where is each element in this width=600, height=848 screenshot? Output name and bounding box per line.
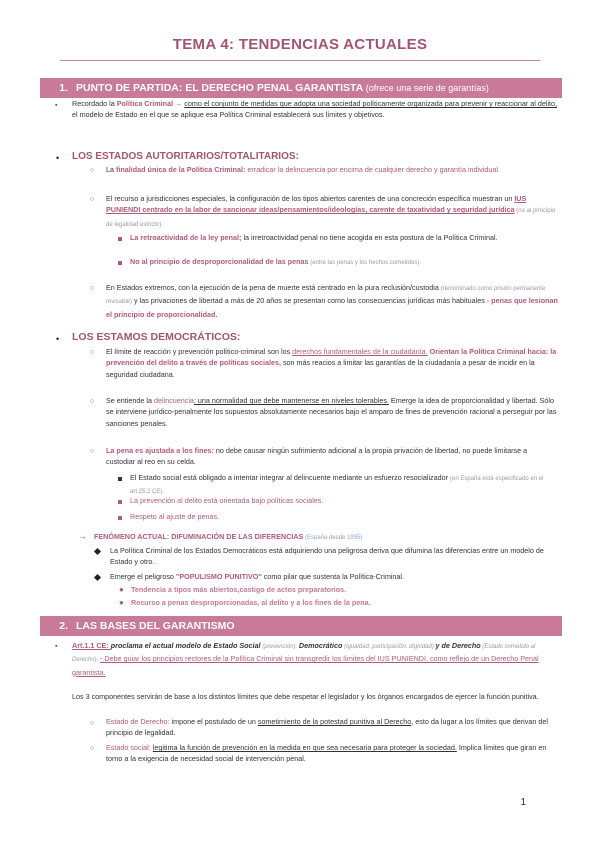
- text: Implica límites que giran en torno a la exigencia de necesidad social de intervención penal.: [106, 743, 547, 764]
- auth-item-2: [106, 193, 558, 231]
- bullet-diamond: [94, 574, 101, 581]
- bullet-circle: ○: [90, 745, 95, 752]
- phenomenon-item-2: [110, 571, 558, 582]
- heading-authoritarian: LOS ESTADOS AUTORITARIOS/TOTALITARIOS:: [72, 151, 299, 162]
- text: y las privaciones de libertad a más de 20 años se presentan como las consecuencias jurídicas más habituales: [132, 296, 487, 306]
- bullet-dot: ●: [119, 585, 124, 594]
- text: : una normalidad que debe mantenerse en niveles tolerables.: [193, 396, 389, 405]
- title-underline: [60, 60, 540, 61]
- text: Democrático: [298, 641, 343, 650]
- bullet-circle: ○: [90, 720, 95, 727]
- dem-item-2: [106, 395, 558, 429]
- art-1-1-paragraph: [72, 640, 558, 678]
- text: la prevención del delito a través de políticas sociales,: [106, 347, 557, 368]
- text: como el conjunto de medidas que adopta una sociedad políticamente organizada para prevenir y reaccionar al delito,: [184, 99, 558, 108]
- text: la irretroactividad penal no tiene acogida en esta postura de la Política Criminal.: [241, 233, 498, 242]
- text: Política Criminal →: [116, 99, 185, 108]
- text: El límite de reacción y prevención político-criminal son los: [106, 347, 293, 356]
- text: erradicar la delincuencia por encima de cualquier derecho y garantía individual.: [245, 165, 500, 174]
- text: (denominado como prisión permanente revisable): [106, 286, 546, 306]
- bullet-dot: ●: [119, 598, 124, 607]
- section-1-label: PUNTO DE PARTIDA: EL DERECHO PENAL GARANTISTA: [76, 82, 363, 94]
- text: FENÓMENO ACTUAL: DIFUMINACIÓN DE LAS DIFERENCIAS: [94, 532, 304, 541]
- bullet-circle: ○: [90, 349, 95, 356]
- phenomenon-subitem-1: Tendencia a tipos más abiertos,castigo de actos preparatorios.: [131, 585, 347, 594]
- text: finalidad única de la Política Criminal:: [116, 165, 246, 174]
- text: no debe causar ningún sufrimiento adicional a la propia privación de libertad, no puede limitarse a custodiar al reo en su celda.: [106, 446, 528, 467]
- dem-item-3: [106, 445, 558, 468]
- section-2-label: LAS BASES DEL GARANTISMO: [76, 620, 235, 632]
- text: La retroactividad de la ley penal;: [130, 233, 242, 242]
- text: y de Derecho: [435, 641, 481, 650]
- arrow-right-icon: →: [78, 531, 87, 541]
- dem-subitem-3: Respeto al ajuste de penas.: [130, 512, 220, 521]
- text: (en España está especificado en el art.25.2 CE).: [130, 476, 544, 496]
- bullet-dot: •: [56, 334, 60, 344]
- text: derechos fundamentales de la ciudadanía.: [292, 347, 428, 356]
- section-2-header: [40, 616, 562, 636]
- text: el modelo de Estado en el que se aplique esa Política Criminal establecerá sus límites y objetivos.: [72, 110, 385, 120]
- dem-subitem-2: La prevención al delito está orientada bajo políticas sociales.: [130, 496, 324, 505]
- bullet-square: [118, 477, 122, 481]
- text: legitima la función de prevención en la medida en que sea necesaria para proteger la sociedad.: [152, 743, 457, 752]
- text: como pilar que sustenta la Política-Criminal.: [261, 572, 405, 581]
- bullet-circle: ○: [90, 398, 95, 405]
- text: son más reacios a limitar las garantías de la ciudadanía a pesar de incidir en la seguridad ciudadana.: [106, 358, 535, 379]
- text: sometimiento de la potestad punitiva al Derecho: [257, 717, 412, 726]
- text: proclama el actual modelo de Estado Social: [110, 641, 261, 650]
- dem-item-1: [106, 346, 558, 380]
- phenomenon-subitem-2: Recurso a penas desproporcionadas, al delito y a los fines de la pena.: [131, 598, 371, 607]
- text: desde: [327, 535, 348, 541]
- text: impone el postulado de un: [169, 717, 258, 726]
- text: Emerge el peligroso: [110, 572, 176, 581]
- bullet-dot: ▪: [55, 102, 58, 109]
- social-state-item: [106, 742, 558, 765]
- auth-subitem-2: [130, 256, 558, 269]
- text: Estado de Derecho:: [106, 717, 170, 726]
- text: (no al principio de legalidad estricto).: [106, 208, 556, 228]
- phenomenon-item-1: La Política Criminal de los Estados Democráticos está adquiriendo una peligrosa deriva que difumina las diferencias entre un modelo de Estado y otro.: [110, 546, 544, 567]
- text: No al principio de desproporcionalidad de las penas: [130, 257, 309, 266]
- text: (igualdad, participación, dignidad): [342, 644, 436, 650]
- text: La: [106, 165, 116, 174]
- section-1-number: 1.: [59, 82, 68, 94]
- auth-item-3: [106, 282, 558, 320]
- bullet-circle: ○: [90, 285, 95, 292]
- bullet-square: [118, 516, 122, 520]
- section-2-number: 2.: [59, 620, 68, 632]
- text: Estado social:: [106, 743, 153, 752]
- text: Emerge la idea de proporcionalidad y libertad. Sólo se interviene jurídico-penalmente los supuestos absolutamente necesarios bajo el amparo de fines de prevención racional a perseguir por las sanciones penales.: [106, 396, 557, 428]
- text: (Estado sometido al Derecho).: [72, 644, 536, 664]
- text: El Estado social está obligado a intentar integrar al delincuente mediante un esfuerzo resocializador: [130, 473, 451, 482]
- bullet-dot: •: [56, 153, 60, 163]
- page-number: 1: [520, 797, 526, 808]
- text: Art.1.1 CE:: [72, 641, 111, 650]
- phenomenon-heading: [94, 531, 558, 544]
- bullet-square: [118, 237, 122, 241]
- bullet-circle: ○: [90, 196, 95, 203]
- page-title: TEMA 4: TENDENCIAS ACTUALES: [172, 36, 428, 53]
- text: "POPULISMO PUNITIVO": [175, 572, 262, 581]
- text: , esto da lugar a los límites que derivan del principio de legalidad.: [106, 717, 548, 738]
- bullet-dot: ▪: [55, 643, 58, 650]
- components-paragraph: Los 3 componentes servirán de base a los distintos límites que debe respetar el legislador y los órganos encargados de ejercer la función punitiva.: [72, 692, 539, 701]
- text: En Estados extremos, con la ejecución de la pena de muerte está centrado en la pura reclusión/custodia: [106, 283, 441, 292]
- text: Recordado la: [72, 99, 117, 108]
- text: Se entiende la: [106, 396, 154, 405]
- text: 1995): [347, 535, 363, 541]
- text: IUS PUNIENDI centrado en la labor de sancionar ideas/pensamientos/ideologías, carente de taxatividad y seguridad jurídica: [106, 194, 527, 215]
- rule-of-law-item: [106, 716, 558, 739]
- section-1-header: [40, 78, 562, 98]
- text: - Debe guiar los principios rectores de la Política Criminal sin transgredir los límites del IUS PUNIENDI, como reflejo de un Derecho Penal garantista.: [72, 654, 539, 677]
- text: El recurso a jurisdicciones especiales, la configuración de los tipos abiertos carentes de una concreción específica muestran un: [106, 194, 515, 203]
- heading-democratic: LOS ESTAMOS DEMOCRÁTICOS:: [72, 331, 241, 343]
- text: (prevención),: [260, 644, 299, 650]
- auth-item-1: [106, 164, 558, 175]
- auth-subitem-1: [130, 232, 558, 243]
- text: (España: [303, 535, 328, 541]
- section-1-sub: (ofrece una serie de garantías): [365, 83, 489, 93]
- text: (entre las penas y los hechos cometidos).: [308, 260, 421, 266]
- bullet-square: [118, 500, 122, 504]
- intro-paragraph: [72, 98, 558, 121]
- text: - penas que lesionan el principio de proporcionalidad.: [106, 296, 558, 319]
- bullet-circle: ○: [90, 448, 95, 455]
- text: Orientan la Política Criminal hacia:: [427, 347, 551, 356]
- bullet-diamond: [94, 548, 101, 555]
- bullet-circle: ○: [90, 167, 95, 174]
- bullet-square: [118, 261, 122, 265]
- text: delincuencia: [153, 396, 194, 405]
- text: La pena es ajustada a los fines:: [106, 446, 214, 455]
